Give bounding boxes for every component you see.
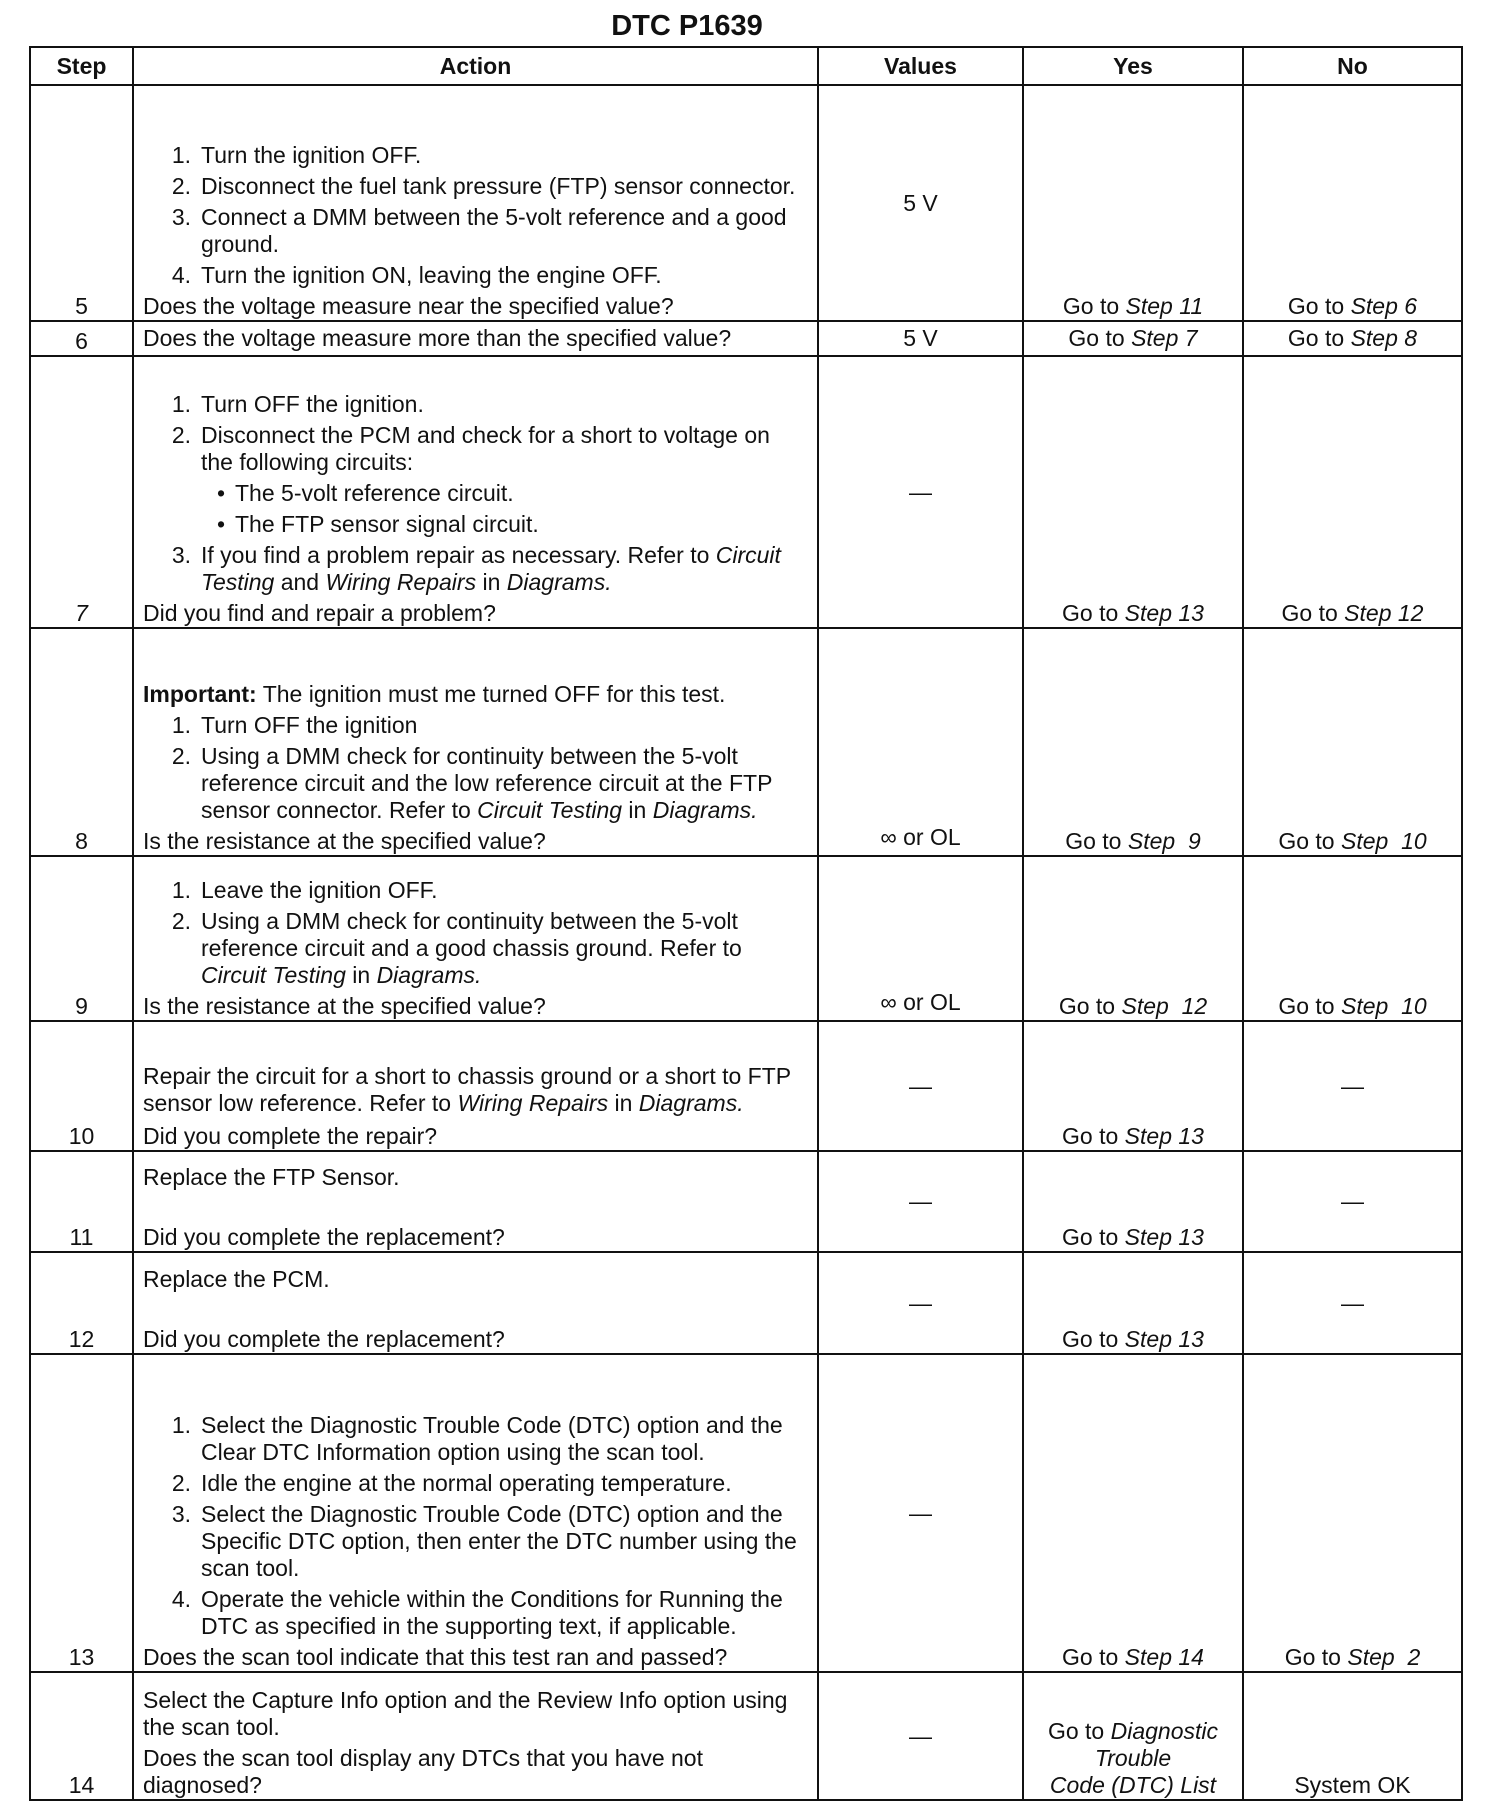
list-item: 2. Disconnect the PCM and check for a short to voltage on the following circuits: — [171, 422, 770, 475]
action-cell — [133, 1151, 818, 1252]
question-text: Does the scan tool indicate that this test ran and passed? — [143, 1644, 728, 1670]
no-cell: Go to Step 8 — [1243, 321, 1462, 356]
table-row — [30, 1354, 1462, 1672]
table-row — [30, 628, 1462, 856]
table-row — [30, 856, 1462, 1021]
yes-cell: Go to Step 11 — [1023, 85, 1243, 321]
question-text: Does the voltage measure more than the specified value? — [133, 321, 818, 356]
table-row — [30, 85, 1462, 321]
question-text: Did you complete the replacement? — [143, 1326, 505, 1352]
step-number: 11 — [30, 1151, 133, 1252]
yes-cell: Go to Step 13 — [1023, 1252, 1243, 1354]
step-number: 12 — [30, 1252, 133, 1354]
value-cell: — — [818, 1151, 1023, 1252]
list-item: 4. Turn the ignition ON, leaving the engine OFF. — [171, 262, 662, 288]
no-cell: System OK — [1243, 1672, 1462, 1800]
question-text: Is the resistance at the specified value? — [143, 993, 546, 1019]
list-item: 1. Select the Diagnostic Trouble Code (DTC) option and the Clear DTC Information option using the scan tool. — [171, 1412, 783, 1465]
yes-cell: Go to Step 9 — [1023, 628, 1243, 856]
action-cell — [133, 856, 818, 1021]
list-item: 2. Using a DMM check for continuity between the 5-volt reference circuit and the low reference circuit at the FTP sensor connector. Refer to Circuit Testing in Diagrams. — [171, 743, 773, 823]
step-number: 5 — [30, 85, 133, 321]
action-cell — [133, 1354, 818, 1672]
header-no: No — [1243, 47, 1462, 85]
header-yes: Yes — [1023, 47, 1243, 85]
table-row — [30, 356, 1462, 628]
yes-cell: Go to Step 13 — [1023, 1021, 1243, 1151]
step-number: 9 — [30, 856, 133, 1021]
list-item: 1. Turn OFF the ignition — [171, 712, 418, 738]
list-item: 1. Leave the ignition OFF. — [171, 877, 438, 903]
action-cell — [133, 1021, 818, 1151]
question-text: Did you find and repair a problem? — [143, 600, 496, 626]
step-number: 13 — [30, 1354, 133, 1672]
no-cell: — — [1243, 1252, 1462, 1354]
value-cell: ∞ or OL — [818, 856, 1023, 1021]
step-number: 6 — [30, 321, 133, 356]
question-text: Does the scan tool display any DTCs that you have not diagnosed? — [143, 1745, 703, 1798]
list-item: 2. Idle the engine at the normal operating temperature. — [171, 1470, 732, 1496]
yes-cell: Go to Step 14 — [1023, 1354, 1243, 1672]
table-row — [30, 1252, 1462, 1354]
list-item: 4. Operate the vehicle within the Conditions for Running the DTC as specified in the supporting text, if applicable. — [171, 1586, 783, 1639]
action-text: Select the Capture Info option and the Review Info option using the scan tool. — [143, 1687, 788, 1740]
question-text: Did you complete the repair? — [143, 1123, 438, 1149]
list-item: 1. Turn the ignition OFF. — [171, 142, 422, 168]
value-cell: 5 V — [818, 85, 1023, 321]
value-cell: — — [818, 1672, 1023, 1800]
yes-cell: Go to Step 12 — [1023, 856, 1243, 1021]
value-cell: — — [818, 1021, 1023, 1151]
yes-cell: Go to Step 13 — [1023, 356, 1243, 628]
header-action: Action — [133, 47, 818, 85]
action-cell — [133, 1672, 818, 1800]
action-text: Replace the PCM. — [143, 1266, 330, 1292]
yes-cell: Go to Diagnostic Trouble Code (DTC) List — [1023, 1672, 1243, 1800]
action-cell — [133, 1252, 818, 1354]
list-item: 1. Turn OFF the ignition. — [171, 391, 424, 417]
list-item: 3. Select the Diagnostic Trouble Code (DTC) option and the Specific DTC option, then enter the DTC number using the scan tool. — [171, 1501, 797, 1581]
table-row — [30, 321, 1462, 356]
page-title: DTC P1639 — [611, 10, 763, 42]
action-cell — [133, 356, 818, 628]
list-item: 3. If you find a problem repair as necessary. Refer to Circuit Testing and Wiring Repairs in Diagrams. — [171, 542, 781, 595]
no-cell: Go to Step 6 — [1243, 85, 1462, 321]
step-number: 14 — [30, 1672, 133, 1800]
no-cell: — — [1243, 1021, 1462, 1151]
question-text: Did you complete the replacement? — [143, 1224, 505, 1250]
bullet-item: • The 5-volt reference circuit. — [216, 480, 514, 506]
header-step: Step — [30, 47, 133, 85]
header-values: Values — [818, 47, 1023, 85]
value-cell: — — [818, 1354, 1023, 1672]
question-text: Does the voltage measure near the specified value? — [143, 293, 674, 319]
yes-cell: Go to Step 7 — [1023, 321, 1243, 356]
value-cell: 5 V — [818, 321, 1023, 356]
list-item: 2. Disconnect the fuel tank pressure (FTP) sensor connector. — [171, 173, 796, 199]
value-cell: — — [818, 1252, 1023, 1354]
list-item: 3. Connect a DMM between the 5-volt reference and a good ground. — [171, 204, 787, 257]
diagnostic-table — [29, 46, 1463, 1801]
question-text: Is the resistance at the specified value? — [143, 828, 546, 854]
action-text: Repair the circuit for a short to chassis ground or a short to FTP sensor low reference. Refer to Wiring Repairs in Diagrams. — [143, 1063, 791, 1116]
no-cell: — — [1243, 1151, 1462, 1252]
step-number: 8 — [30, 628, 133, 856]
table-row — [30, 1151, 1462, 1252]
important-note: Important: The ignition must me turned OFF for this test. — [143, 681, 726, 707]
value-cell: ∞ or OL — [818, 628, 1023, 856]
step-number: 10 — [30, 1021, 133, 1151]
yes-cell: Go to Step 13 — [1023, 1151, 1243, 1252]
action-cell — [133, 628, 818, 856]
action-text: Replace the FTP Sensor. — [143, 1164, 400, 1190]
header-row — [30, 47, 1462, 85]
table-row — [30, 1021, 1462, 1151]
no-cell: Go to Step 10 — [1243, 628, 1462, 856]
table-row — [30, 1672, 1462, 1800]
no-cell: Go to Step 2 — [1243, 1354, 1462, 1672]
list-item: 2. Using a DMM check for continuity between the 5-volt reference circuit and a good chassis ground. Refer to Circuit Testing in Diagrams. — [171, 908, 742, 988]
bullet-item: • The FTP sensor signal circuit. — [216, 511, 539, 537]
no-cell: Go to Step 10 — [1243, 856, 1462, 1021]
no-cell: Go to Step 12 — [1243, 356, 1462, 628]
action-cell — [133, 85, 818, 321]
step-number: 7 — [30, 356, 133, 628]
value-cell: — — [818, 356, 1023, 628]
